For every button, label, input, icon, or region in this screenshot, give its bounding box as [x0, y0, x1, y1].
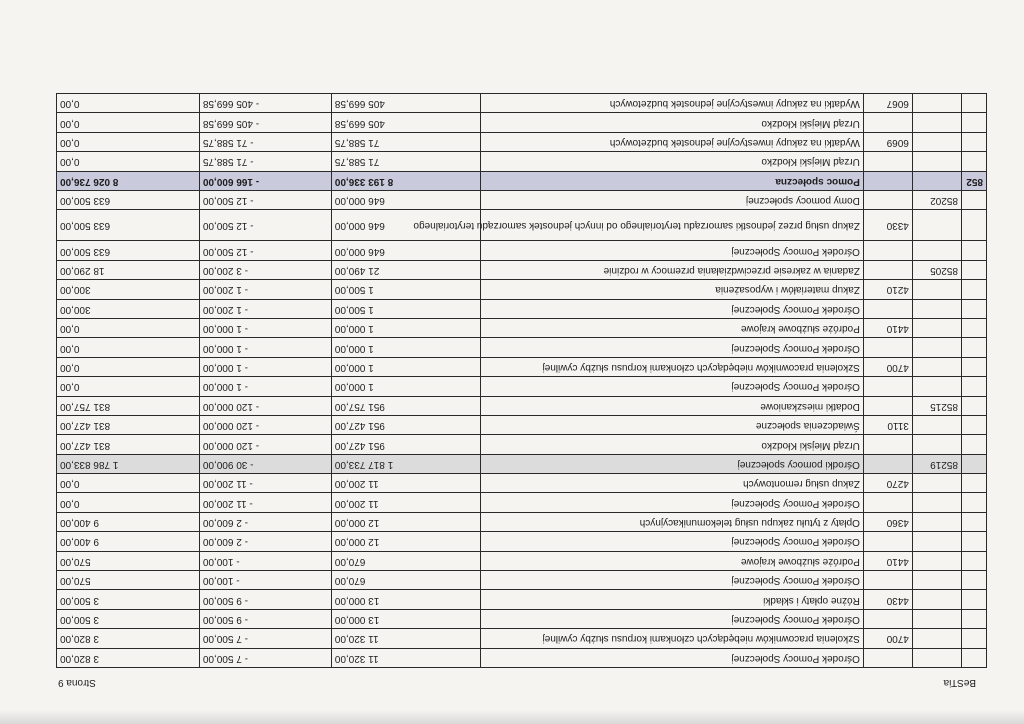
change-cell: - 7 500,00 — [199, 629, 331, 648]
paragraf-cell — [863, 113, 912, 132]
amount-before-cell: 405 669,58 — [331, 113, 480, 132]
rozdzial-cell — [912, 94, 961, 113]
amount-before-cell: 1 000,00 — [331, 338, 480, 357]
dzial-cell — [961, 551, 986, 570]
amount-after-cell: 0,00 — [57, 318, 200, 337]
change-cell: - 120 000,00 — [199, 396, 331, 415]
dzial-cell — [961, 299, 986, 318]
amount-before-cell: 1 500,00 — [331, 299, 480, 318]
amount-after-cell: 9 400,00 — [57, 532, 200, 551]
paragraf-cell — [863, 299, 912, 318]
table-row — [57, 132, 987, 151]
table-row — [57, 512, 987, 531]
rozdzial-cell — [912, 551, 961, 570]
amount-after-cell: 0,00 — [57, 152, 200, 171]
paragraf-cell — [863, 191, 912, 210]
table-row — [57, 280, 987, 299]
table-row — [57, 152, 987, 171]
change-cell: - 12 500,00 — [199, 210, 331, 241]
amount-after-cell: 3 500,00 — [57, 590, 200, 609]
amount-before-cell: 1 817 733,00 — [331, 454, 480, 473]
amount-before-cell: 1 000,00 — [331, 357, 480, 376]
paragraf-cell: 6069 — [863, 132, 912, 151]
dzial-cell — [961, 648, 986, 667]
table-row — [57, 435, 987, 454]
dzial-cell — [961, 629, 986, 648]
change-cell: - 166 600,00 — [199, 171, 331, 190]
paragraf-cell: 4330 — [863, 210, 912, 241]
change-cell: - 100,00 — [199, 551, 331, 570]
rozdzial-cell: 85215 — [912, 396, 961, 415]
amount-before-cell: 646 000,00 — [331, 210, 480, 241]
amount-before-cell: 12 000,00 — [331, 532, 480, 551]
paragraf-cell: 4210 — [863, 280, 912, 299]
amount-before-cell: 670,00 — [331, 551, 480, 570]
amount-before-cell: 11 320,00 — [331, 648, 480, 667]
name-cell: Zadania w zakresie przeciwdziałania przemocy w rodzinie — [481, 260, 864, 279]
change-cell: - 30 900,00 — [199, 454, 331, 473]
amount-after-cell: 0,00 — [57, 338, 200, 357]
amount-after-cell: 1 786 833,00 — [57, 454, 200, 473]
dzial-cell — [961, 396, 986, 415]
paragraf-cell — [863, 171, 912, 190]
amount-before-cell: 8 193 336,00 — [331, 171, 480, 190]
amount-after-cell: 570,00 — [57, 571, 200, 590]
dzial-cell — [961, 260, 986, 279]
paragraf-cell — [863, 648, 912, 667]
change-cell: - 71 588,75 — [199, 152, 331, 171]
table-row — [57, 210, 987, 241]
scan-edge — [0, 710, 1024, 724]
dzial-cell — [961, 454, 986, 473]
table-row — [57, 590, 987, 609]
dzial-cell — [961, 415, 986, 434]
paragraf-cell — [863, 532, 912, 551]
name-cell: Ośrodek Pomocy Społecznej — [481, 532, 864, 551]
table-row — [57, 241, 987, 260]
name-cell: Ośrodek Pomocy Społecznej — [481, 571, 864, 590]
page-header — [30, 672, 994, 688]
dzial-cell — [961, 377, 986, 396]
table-row — [57, 377, 987, 396]
dzial-cell — [961, 512, 986, 531]
dzial-cell: 852 — [961, 171, 986, 190]
paragraf-cell — [863, 435, 912, 454]
paragraf-cell: 4410 — [863, 318, 912, 337]
amount-after-cell: 0,00 — [57, 493, 200, 512]
name-cell: Ośrodek Pomocy Społecznej — [481, 648, 864, 667]
rozdzial-cell — [912, 280, 961, 299]
name-cell: Zakup usług przez jednostki samorządu terytorialnego od innych jednostek samorządu terytorialnego — [481, 210, 864, 241]
name-cell: Różne opłaty i składki — [481, 590, 864, 609]
amount-after-cell: 0,00 — [57, 113, 200, 132]
rozdzial-cell: 85205 — [912, 260, 961, 279]
change-cell: - 120 000,00 — [199, 435, 331, 454]
amount-after-cell: 0,00 — [57, 132, 200, 151]
name-cell: Ośrodek Pomocy Społecznej — [481, 241, 864, 260]
dzial-cell — [961, 435, 986, 454]
table-row — [57, 396, 987, 415]
change-cell: - 71 588,75 — [199, 132, 331, 151]
dzial-cell — [961, 280, 986, 299]
change-cell: - 9 500,00 — [199, 609, 331, 628]
rozdzial-cell — [912, 648, 961, 667]
change-cell: - 11 200,00 — [199, 474, 331, 493]
change-cell: - 1 200,00 — [199, 280, 331, 299]
dzial-cell — [961, 338, 986, 357]
rozdzial-cell — [912, 338, 961, 357]
rozdzial-cell — [912, 474, 961, 493]
amount-after-cell: 8 026 736,00 — [57, 171, 200, 190]
amount-after-cell: 3 500,00 — [57, 609, 200, 628]
paragraf-cell: 4430 — [863, 590, 912, 609]
paragraf-cell: 4700 — [863, 357, 912, 376]
amount-before-cell: 405 669,58 — [331, 94, 480, 113]
amount-after-cell: 0,00 — [57, 474, 200, 493]
dzial-cell — [961, 94, 986, 113]
table-row — [57, 338, 987, 357]
amount-after-cell: 0,00 — [57, 357, 200, 376]
dzial-cell — [961, 152, 986, 171]
amount-after-cell: 9 400,00 — [57, 512, 200, 531]
name-cell: Urząd Miejski Kłodzko — [481, 113, 864, 132]
amount-before-cell: 11 200,00 — [331, 474, 480, 493]
table-row — [57, 94, 987, 113]
name-cell: Ośrodek Pomocy Społecznej — [481, 299, 864, 318]
amount-before-cell: 71 588,75 — [331, 132, 480, 151]
table-row — [57, 493, 987, 512]
rozdzial-cell — [912, 532, 961, 551]
amount-before-cell: 1 000,00 — [331, 318, 480, 337]
amount-before-cell: 951 427,00 — [331, 415, 480, 434]
paragraf-cell: 6067 — [863, 94, 912, 113]
rozdzial-cell — [912, 415, 961, 434]
table-row — [57, 318, 987, 337]
paragraf-cell — [863, 241, 912, 260]
name-cell: Wydatki na zakupy inwestycyjne jednostek budżetowych — [481, 132, 864, 151]
rozdzial-cell — [912, 113, 961, 132]
name-cell: Szkolenia pracowników niebędących członkami korpusu służby cywilnej — [481, 357, 864, 376]
rozdzial-cell — [912, 629, 961, 648]
amount-after-cell: 0,00 — [57, 94, 200, 113]
rozdzial-cell — [912, 132, 961, 151]
amount-after-cell: 570,00 — [57, 551, 200, 570]
name-cell: Podróże służbowe krajowe — [481, 551, 864, 570]
rozdzial-cell — [912, 512, 961, 531]
rozdzial-cell — [912, 435, 961, 454]
amount-before-cell: 646 000,00 — [331, 241, 480, 260]
rozdzial-cell — [912, 377, 961, 396]
change-cell: - 1 000,00 — [199, 357, 331, 376]
name-cell: Domy pomocy społecznej — [481, 191, 864, 210]
header-left-text: BeSTia — [943, 677, 976, 688]
amount-before-cell: 11 200,00 — [331, 493, 480, 512]
table-row — [57, 532, 987, 551]
table-row — [57, 609, 987, 628]
change-cell: - 12 500,00 — [199, 191, 331, 210]
change-cell: - 1 000,00 — [199, 318, 331, 337]
budget-table — [56, 93, 987, 668]
rozdzial-cell — [912, 299, 961, 318]
dzial-cell — [961, 609, 986, 628]
table-row — [57, 260, 987, 279]
paragraf-cell — [863, 454, 912, 473]
paragraf-cell: 3110 — [863, 415, 912, 434]
amount-before-cell: 12 000,00 — [331, 512, 480, 531]
name-cell: Ośrodki pomocy społecznej — [481, 454, 864, 473]
dzial-cell — [961, 210, 986, 241]
paragraf-cell: 4360 — [863, 512, 912, 531]
dzial-cell — [961, 493, 986, 512]
rozdzial-cell — [912, 241, 961, 260]
table-row — [57, 551, 987, 570]
change-cell: - 2 600,00 — [199, 532, 331, 551]
change-cell: - 100,00 — [199, 571, 331, 590]
amount-before-cell: 11 320,00 — [331, 629, 480, 648]
amount-after-cell: 3 820,00 — [57, 648, 200, 667]
table-row — [57, 474, 987, 493]
dzial-cell — [961, 474, 986, 493]
name-cell: Świadczenia społeczne — [481, 415, 864, 434]
paragraf-cell — [863, 260, 912, 279]
rozdzial-cell — [912, 210, 961, 241]
header-page-number: Strona 9 — [58, 677, 96, 688]
rozdzial-cell — [912, 493, 961, 512]
rozdzial-cell — [912, 609, 961, 628]
dzial-cell — [961, 318, 986, 337]
rozdzial-cell: 85219 — [912, 454, 961, 473]
name-cell: Opłaty z tytułu zakupu usług telekomunikacyjnych — [481, 512, 864, 531]
paragraf-cell: 4270 — [863, 474, 912, 493]
amount-after-cell: 831 427,00 — [57, 435, 200, 454]
change-cell: - 2 600,00 — [199, 512, 331, 531]
rozdzial-cell — [912, 318, 961, 337]
amount-after-cell: 831 757,00 — [57, 396, 200, 415]
change-cell: - 9 500,00 — [199, 590, 331, 609]
amount-before-cell: 646 000,00 — [331, 191, 480, 210]
change-cell: - 1 200,00 — [199, 299, 331, 318]
dzial-cell — [961, 113, 986, 132]
amount-after-cell: 633 500,00 — [57, 241, 200, 260]
name-cell: Urząd Miejski Kłodzko — [481, 152, 864, 171]
paragraf-cell: 4410 — [863, 551, 912, 570]
table-row — [57, 113, 987, 132]
name-cell: Zakup usług remontowych — [481, 474, 864, 493]
change-cell: - 12 500,00 — [199, 241, 331, 260]
name-cell: Dodatki mieszkaniowe — [481, 396, 864, 415]
dzial-cell — [961, 241, 986, 260]
rozdzial-cell — [912, 357, 961, 376]
amount-before-cell: 13 000,00 — [331, 590, 480, 609]
change-cell: - 405 669,58 — [199, 94, 331, 113]
change-cell: - 11 200,00 — [199, 493, 331, 512]
amount-after-cell: 633 500,00 — [57, 191, 200, 210]
name-cell: Ośrodek Pomocy Społecznej — [481, 377, 864, 396]
name-cell: Zakup materiałów i wyposażenia — [481, 280, 864, 299]
paragraf-cell — [863, 493, 912, 512]
name-cell: Ośrodek Pomocy Społecznej — [481, 609, 864, 628]
dzial-cell — [961, 191, 986, 210]
dzial-cell — [961, 590, 986, 609]
paragraf-cell — [863, 377, 912, 396]
dzial-cell — [961, 357, 986, 376]
dzial-cell — [961, 132, 986, 151]
change-cell: - 3 200,00 — [199, 260, 331, 279]
paragraf-cell — [863, 396, 912, 415]
table-row — [57, 171, 987, 190]
table-row — [57, 454, 987, 473]
amount-before-cell: 13 000,00 — [331, 609, 480, 628]
amount-after-cell: 18 290,00 — [57, 260, 200, 279]
name-cell: Ośrodek Pomocy Społecznej — [481, 493, 864, 512]
paragraf-cell — [863, 338, 912, 357]
change-cell: - 1 000,00 — [199, 338, 331, 357]
amount-before-cell: 71 588,75 — [331, 152, 480, 171]
rozdzial-cell: 85202 — [912, 191, 961, 210]
amount-before-cell: 21 490,00 — [331, 260, 480, 279]
dzial-cell — [961, 532, 986, 551]
paragraf-cell — [863, 571, 912, 590]
amount-after-cell: 300,00 — [57, 280, 200, 299]
name-cell: Pomoc społeczna — [481, 171, 864, 190]
amount-before-cell: 951 757,00 — [331, 396, 480, 415]
table-row — [57, 191, 987, 210]
amount-after-cell: 0,00 — [57, 377, 200, 396]
amount-after-cell: 3 820,00 — [57, 629, 200, 648]
amount-before-cell: 1 500,00 — [331, 280, 480, 299]
rozdzial-cell — [912, 152, 961, 171]
table-row — [57, 648, 987, 667]
amount-after-cell: 831 427,00 — [57, 415, 200, 434]
table-row — [57, 299, 987, 318]
name-cell: Ośrodek Pomocy Społecznej — [481, 338, 864, 357]
name-cell: Podróże służbowe krajowe — [481, 318, 864, 337]
paragraf-cell — [863, 152, 912, 171]
rozdzial-cell — [912, 171, 961, 190]
name-cell: Urząd Miejski Kłodzko — [481, 435, 864, 454]
name-cell: Wydatki na zakupy inwestycyjne jednostek budżetowych — [481, 94, 864, 113]
paragraf-cell: 4700 — [863, 629, 912, 648]
amount-after-cell: 300,00 — [57, 299, 200, 318]
paragraf-cell — [863, 609, 912, 628]
amount-after-cell: 633 500,00 — [57, 210, 200, 241]
amount-before-cell: 670,00 — [331, 571, 480, 590]
table-row — [57, 415, 987, 434]
name-cell: Szkolenia pracowników niebędących członkami korpusu służby cywilnej — [481, 629, 864, 648]
change-cell: - 405 669,58 — [199, 113, 331, 132]
rozdzial-cell — [912, 590, 961, 609]
table-row — [57, 357, 987, 376]
dzial-cell — [961, 571, 986, 590]
amount-before-cell: 951 427,00 — [331, 435, 480, 454]
rozdzial-cell — [912, 571, 961, 590]
change-cell: - 7 500,00 — [199, 648, 331, 667]
table-row — [57, 571, 987, 590]
change-cell: - 1 000,00 — [199, 377, 331, 396]
table-row — [57, 629, 987, 648]
change-cell: - 120 000,00 — [199, 415, 331, 434]
amount-before-cell: 1 000,00 — [331, 377, 480, 396]
